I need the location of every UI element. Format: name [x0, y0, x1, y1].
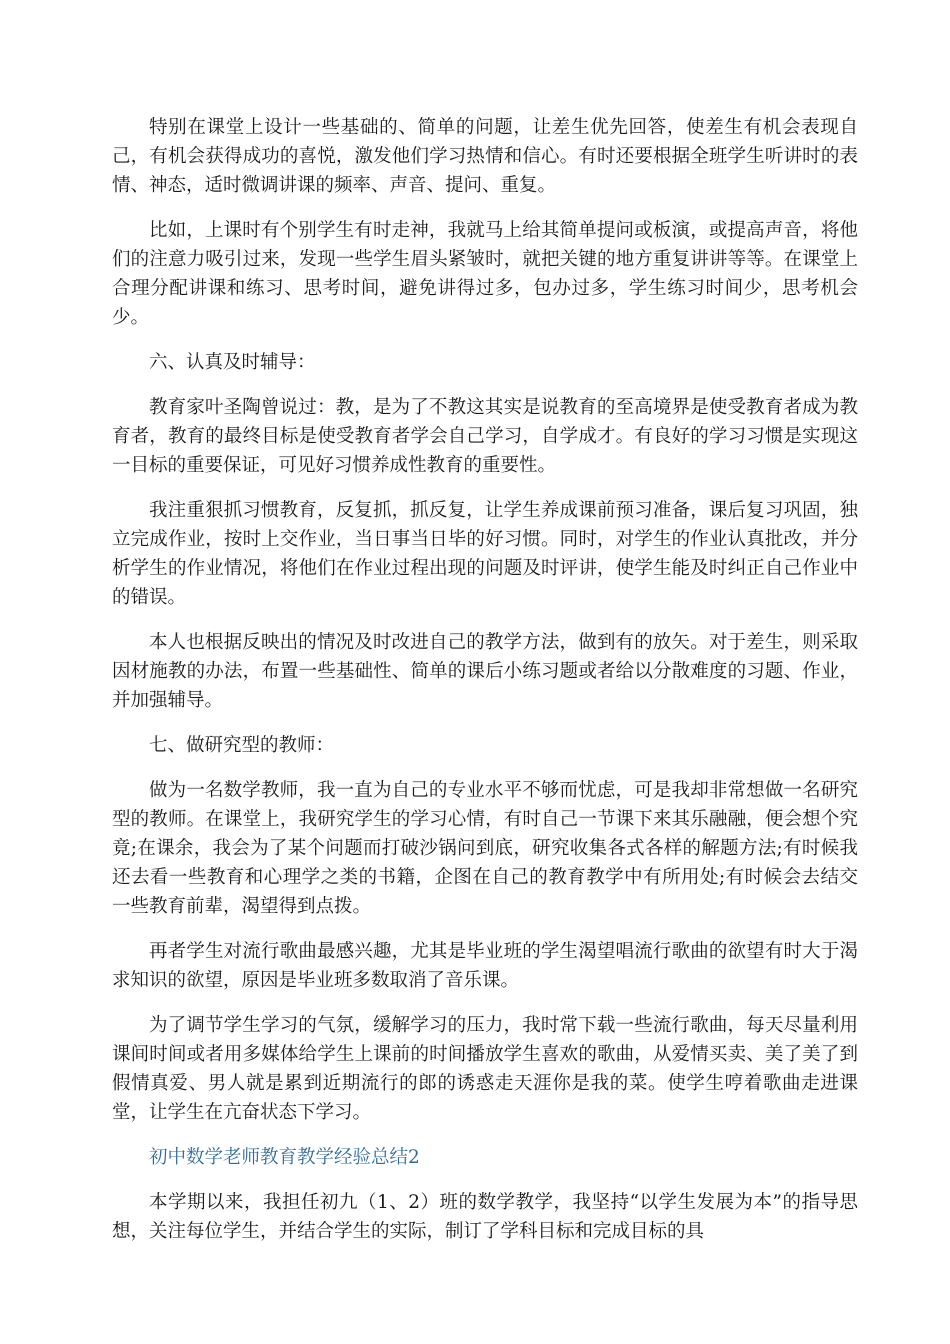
paragraph: 为了调节学生学习的气氛，缓解学习的压力，我时常下载一些流行歌曲，每天尽量利用课间时间或者用多媒体给学生上课前的时间播放学生喜欢的歌曲，从爱情买卖、美了美了到假情真爱、男人就是累到近期流行的郎的诱惑走天涯你是我的菜。使学生哼着歌曲走进课堂，让学生在亢奋状态下学习。: [112, 1015, 858, 1123]
paragraph: 特别在课堂上设计一些基础的、简单的问题，让差生优先回答，使差生有机会表现自己，有机会获得成功的喜悦，激发他们学习热情和信心。有时还要根据全班学生听讲时的表情、神态，适时微调讲课的频率、声音、提问、重复。: [112, 117, 858, 196]
document-body: [112, 113, 858, 1262]
paragraph: 本学期以来，我担任初九（1、2）班的数学教学，我坚持“以学生发展为本”的指导思想，关注每位学生，并结合学生的实际，制订了学科目标和完成目标的具: [112, 1192, 858, 1242]
paragraph: 做为一名数学教师，我一直为自己的专业水平不够而忧虑，可是我却非常想做一名研究型的教师。在课堂上，我研究学生的学习心情，有时自己一节课下来其乐融融，便会想个究竟;在课余，我会为了某个问题而打破沙锅问到底，研究收集各式各样的解题方法;有时候我还去看一些教育和心理学之类的书籍，企图在自己的教育教学中有所用处;有时候会去结交一些教育前辈，渴望得到点拨。: [112, 780, 858, 917]
paragraph: 教育家叶圣陶曾说过：教，是为了不教这其实是说教育的至高境界是使受教育者成为教育者，教育的最终目标是使受教育者学会自己学习，自学成才。有良好的学习习惯是实现这一目标的重要保证，可见好习惯养成性教育的重要性。: [112, 397, 858, 476]
paragraph: 再者学生对流行歌曲最感兴趣，尤其是毕业班的学生渴望唱流行歌曲的欲望有时大于渴求知识的欲望，原因是毕业班多数取消了音乐课。: [112, 941, 858, 991]
paragraph: 我注重狠抓习惯教育，反复抓，抓反复，让学生养成课前预习准备，课后复习巩固，独立完成作业，按时上交作业，当日事当日毕的好习惯。同时，对学生的作业认真批改，并分析学生的作业情况，将他们在作业过程出现的问题及时评讲，使学生能及时纠正自己作业中的错误。: [112, 500, 858, 608]
section-heading: 六、认真及时辅导：: [149, 352, 316, 373]
section-heading: 七、做研究型的教师：: [149, 735, 335, 756]
paragraph: 比如，上课时有个别学生有时走神，我就马上给其简单提问或板演，或提高声音，将他们的注意力吸引过来，发现一些学生眉头紧皱时，就把关键的地方重复讲讲等等。在课堂上合理分配讲课和练习、思考时间，避免讲得过多，包办过多，学生练习时间少，思考机会少。: [112, 220, 858, 328]
paragraph: 本人也根据反映出的情况及时改进自己的教学方法，做到有的放矢。对于差生，则采取因材施教的办法，布置一些基础性、简单的课后小练习题或者给以分散难度的习题、作业，并加强辅导。: [112, 632, 858, 711]
article-title: 初中数学老师教育教学经验总结2: [149, 1147, 420, 1168]
